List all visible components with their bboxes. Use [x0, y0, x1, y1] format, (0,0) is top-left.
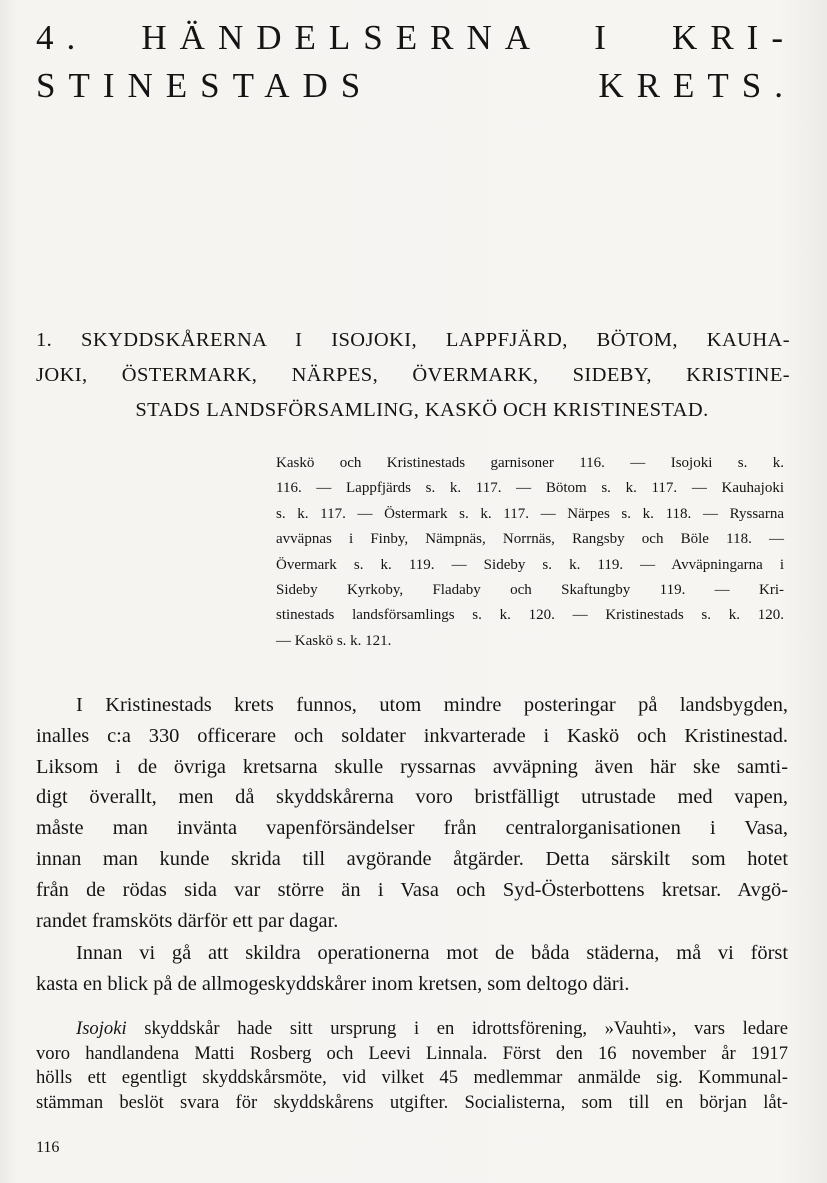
chapter-title	[36, 14, 796, 110]
paragraph-line: från de rödas sida var större än i Vasa och Syd-Österbottens kretsar. Avgö-	[36, 878, 788, 901]
paragraph-line	[36, 1017, 788, 1042]
paragraph-line: voro handlandena Matti Rosberg och Leevi Linnala. Först den 16 november år 1917	[36, 1042, 788, 1064]
summary-line: stinestads landsförsamlings s. k. 120. — Kristinestads s. k. 120.	[276, 607, 784, 624]
chapter-title-line-2: STINESTADS KRETS.	[36, 66, 796, 105]
paragraph-line: måste man invänta vapenförsändelser från centralorganisationen i Vasa,	[36, 817, 788, 840]
section-heading-line-1: 1. SKYDDSKÅRERNA I ISOJOKI, LAPPFJÄRD, BÖTOM, KAUHA-	[36, 329, 790, 351]
summary-line: — Kaskö s. k. 121.	[276, 632, 392, 649]
summary-line: 116. — Lappfjärds s. k. 117. — Bötom s. k. 117. — Kauhajoki	[276, 480, 784, 497]
paragraph-line: inalles c:a 330 officerare och soldater inkvarterade i Kaskö och Kristinestad.	[36, 724, 788, 747]
summary-line: s. k. 117. — Östermark s. k. 117. — Närpes s. k. 118. — Ryssarna	[276, 505, 784, 522]
body-paragraph-2	[36, 938, 788, 1000]
paragraph-line: I Kristinestads krets funnos, utom mindre posteringar på landsbygden,	[76, 694, 788, 716]
section-summary	[276, 451, 784, 654]
body-paragraph-1	[36, 690, 788, 936]
summary-line: Övermark s. k. 119. — Sideby s. k. 119. — Avväpningarna i	[276, 556, 784, 573]
paragraph-line: hölls ett egentligt skyddskårsmöte, vid vilket 45 medlemmar anmälde sig. Kommunal-	[36, 1067, 788, 1089]
paragraph-line: randet framsköts därför ett par dagar.	[36, 909, 339, 932]
section-heading-line-3: STADS LANDSFÖRSAMLING, KASKÖ OCH KRISTINESTAD.	[135, 399, 709, 421]
summary-line: Sideby Kyrkoby, Fladaby och Skaftungby 119. — Kri-	[276, 582, 784, 599]
section-heading	[36, 323, 790, 428]
paragraph-line: Liksom i de övriga kretsarna skulle ryssarnas avväpning även här ske samti-	[36, 755, 788, 778]
page-number: 116	[36, 1139, 60, 1156]
paragraph-line: Innan vi gå att skildra operationerna mot de båda städerna, må vi först	[76, 942, 788, 964]
summary-line: Kaskö och Kristinestads garnisoner 116. — Isojoki s. k.	[276, 455, 784, 471]
summary-line: avväpnas i Finby, Nämpnäs, Norrnäs, Rangsby och Böle 118. —	[276, 531, 784, 548]
italic-lead: Isojoki	[76, 1018, 127, 1039]
paragraph-line: innan man kunde skrida till avgörande åtgärder. Detta särskilt som hotet	[36, 847, 788, 870]
paragraph-line: kasta en blick på de allmogeskyddskårer inom kretsen, som deltogo däri.	[36, 972, 630, 995]
paragraph-line: digt överallt, men då skyddskårerna voro bristfälligt utrustade med vapen,	[36, 786, 788, 809]
body-paragraph-3	[36, 1017, 788, 1115]
paragraph-line: stämman beslöt svara för skyddskårens utgifter. Socialisterna, som till en början låt-	[36, 1091, 788, 1113]
chapter-title-line-1: 4. HÄNDELSERNA I KRI-	[36, 18, 796, 57]
paragraph-line-rest: skyddskår hade sitt ursprung i en idrottsförening, »Vauhti», vars ledare	[126, 1018, 788, 1039]
section-heading-line-2: JOKI, ÖSTERMARK, NÄRPES, ÖVERMARK, SIDEBY, KRISTINE-	[36, 364, 790, 386]
